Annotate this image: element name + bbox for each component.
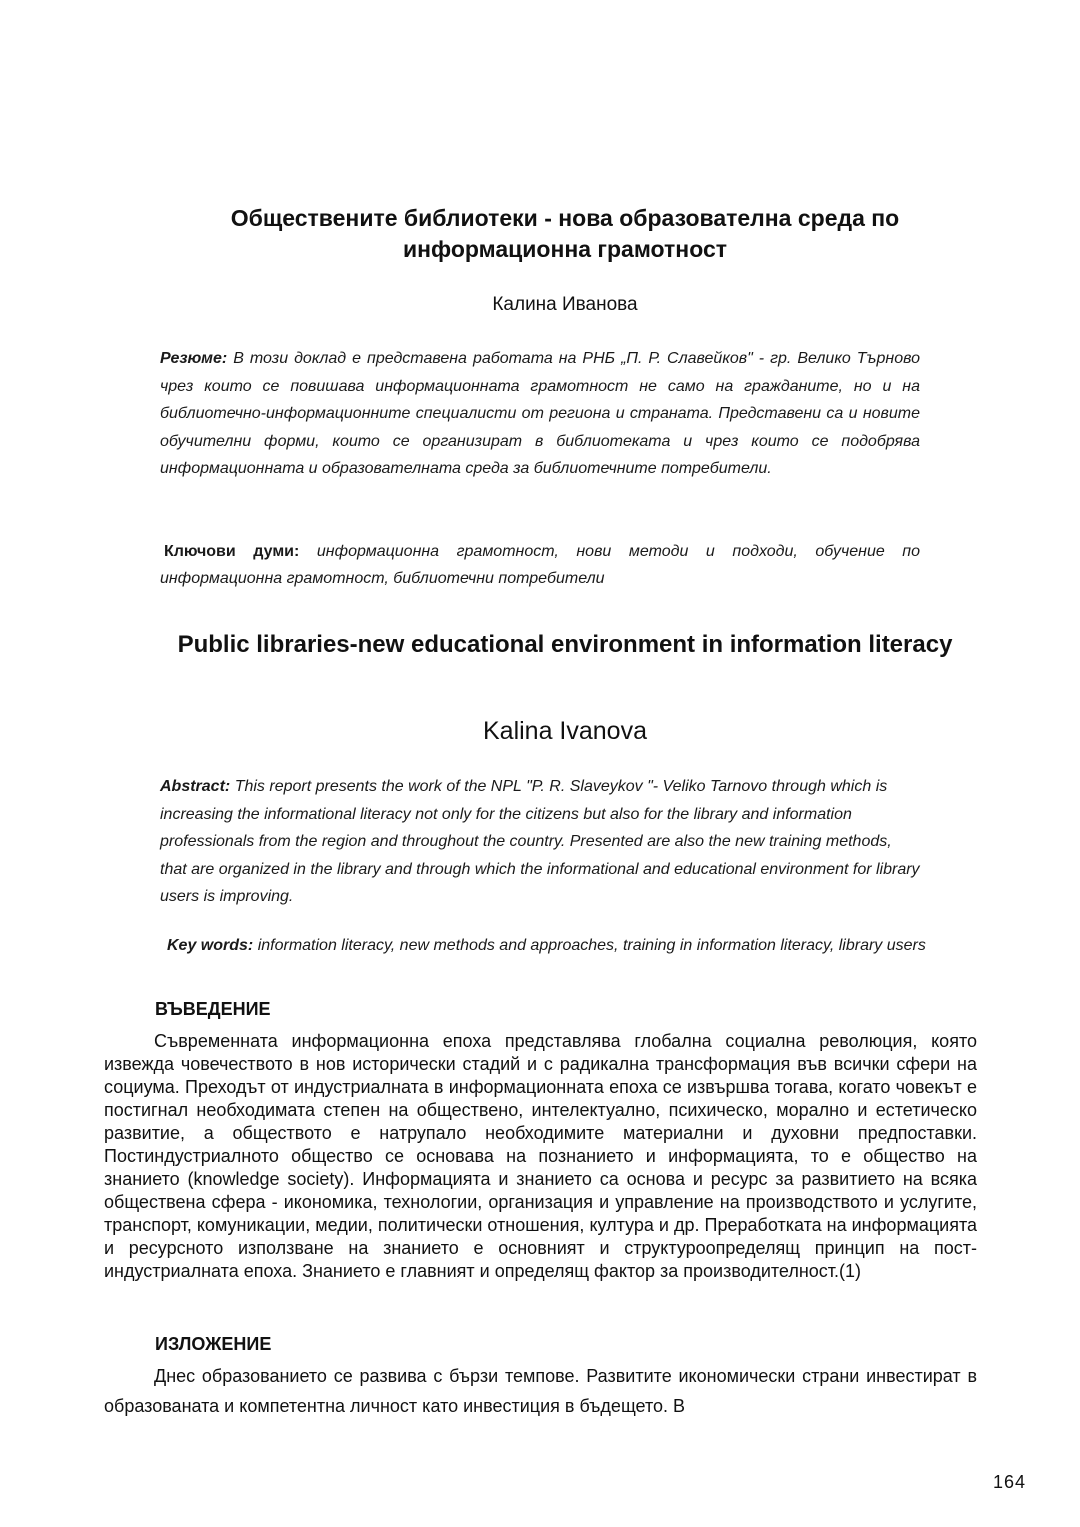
bg-abstract-text: В този доклад е представена работата на РНБ „П. Р. Славейков" - гр. Велико Търново чрез които се повишава информационната грамотност не само на гражданите, но и на библиотечно-информационните специалисти от региона и страната. Представени са и новите обучителни форми, които се организират в библиотеката и чрез които се подобрява информационната и образователната среда за библиотечните потребители. <box>160 350 920 477</box>
bg-abstract-label: Резюме: <box>160 350 228 367</box>
bg-title: Обществените библиотеки - нова образователна среда по информационна грамотност <box>230 205 900 262</box>
en-title: Public libraries-new educational environment in information literacy <box>177 631 953 658</box>
intro-heading: ВЪВЕДЕНИЕ <box>155 999 271 1019</box>
bg-keywords <box>160 538 920 592</box>
body-paragraph: Днес образованието се развива с бързи темпове. Развитите икономически страни инвестират в образованата и компетентна личност като инвестиция в бъдещето. В <box>104 1366 977 1416</box>
bg-abstract <box>160 345 920 483</box>
en-abstract-text: This report presents the work of the NPL "P. R. Slaveykov "- Veliko Tarnovo through which is increasing the informational literacy not only for the citizens but also for the library and information professionals from the region and throughout the country. Presented are also the new training methods, that are organized in the library and through which the informational and educational environment for library users is improving. <box>160 778 920 905</box>
en-keywords <box>167 935 977 956</box>
en-abstract-label: Abstract: <box>160 778 231 795</box>
intro-paragraph: Съвременната информационна епоха представлява глобална социална революция, която извежда човечеството в нов исторически стадий и с радикална трансформация във всички сфери на социума. Преходът от индустриалната в информационната епоха се извършва тогава, когато човекът е постигнал необходимата степен на обществено, интелектуално, психическо, морално и естетическо развитие, а обществото е натрупало необходимите материални и духовни предпоставки. Постиндустриалното общество се основава на познанието и информацията, то е общество на знанието (knowledge society). Информацията и знанието са основа и ресурс за развитието на всяка обществена сфера - икономика, технологии, организация и управление на производството и услугите, транспорт, комуникации, медии, политически отношения, култура и др. Преработката на информацията и ресурсното използване на знанието е основният и структуроопределящ принцип на пост-индустриалната епоха. Знанието е главният и определящ фактор за производителност.(1) <box>104 1031 977 1281</box>
en-abstract <box>160 773 920 911</box>
en-keywords-text: information literacy, new methods and approaches, training in information literacy, library users <box>257 937 926 954</box>
bg-keywords-label: Ключови думи: <box>164 543 300 560</box>
page-number: 164 <box>992 1472 1026 1492</box>
body-heading: ИЗЛОЖЕНИЕ <box>155 1334 272 1354</box>
bg-keywords-text: информационна грамотност, нови методи и подходи, обучение по информационна грамотност, библиотечни потребители <box>160 543 921 587</box>
bg-author: Калина Иванова <box>492 294 638 315</box>
en-keywords-label: Key words: <box>167 937 254 954</box>
en-author: Kalina Ivanova <box>482 717 647 745</box>
